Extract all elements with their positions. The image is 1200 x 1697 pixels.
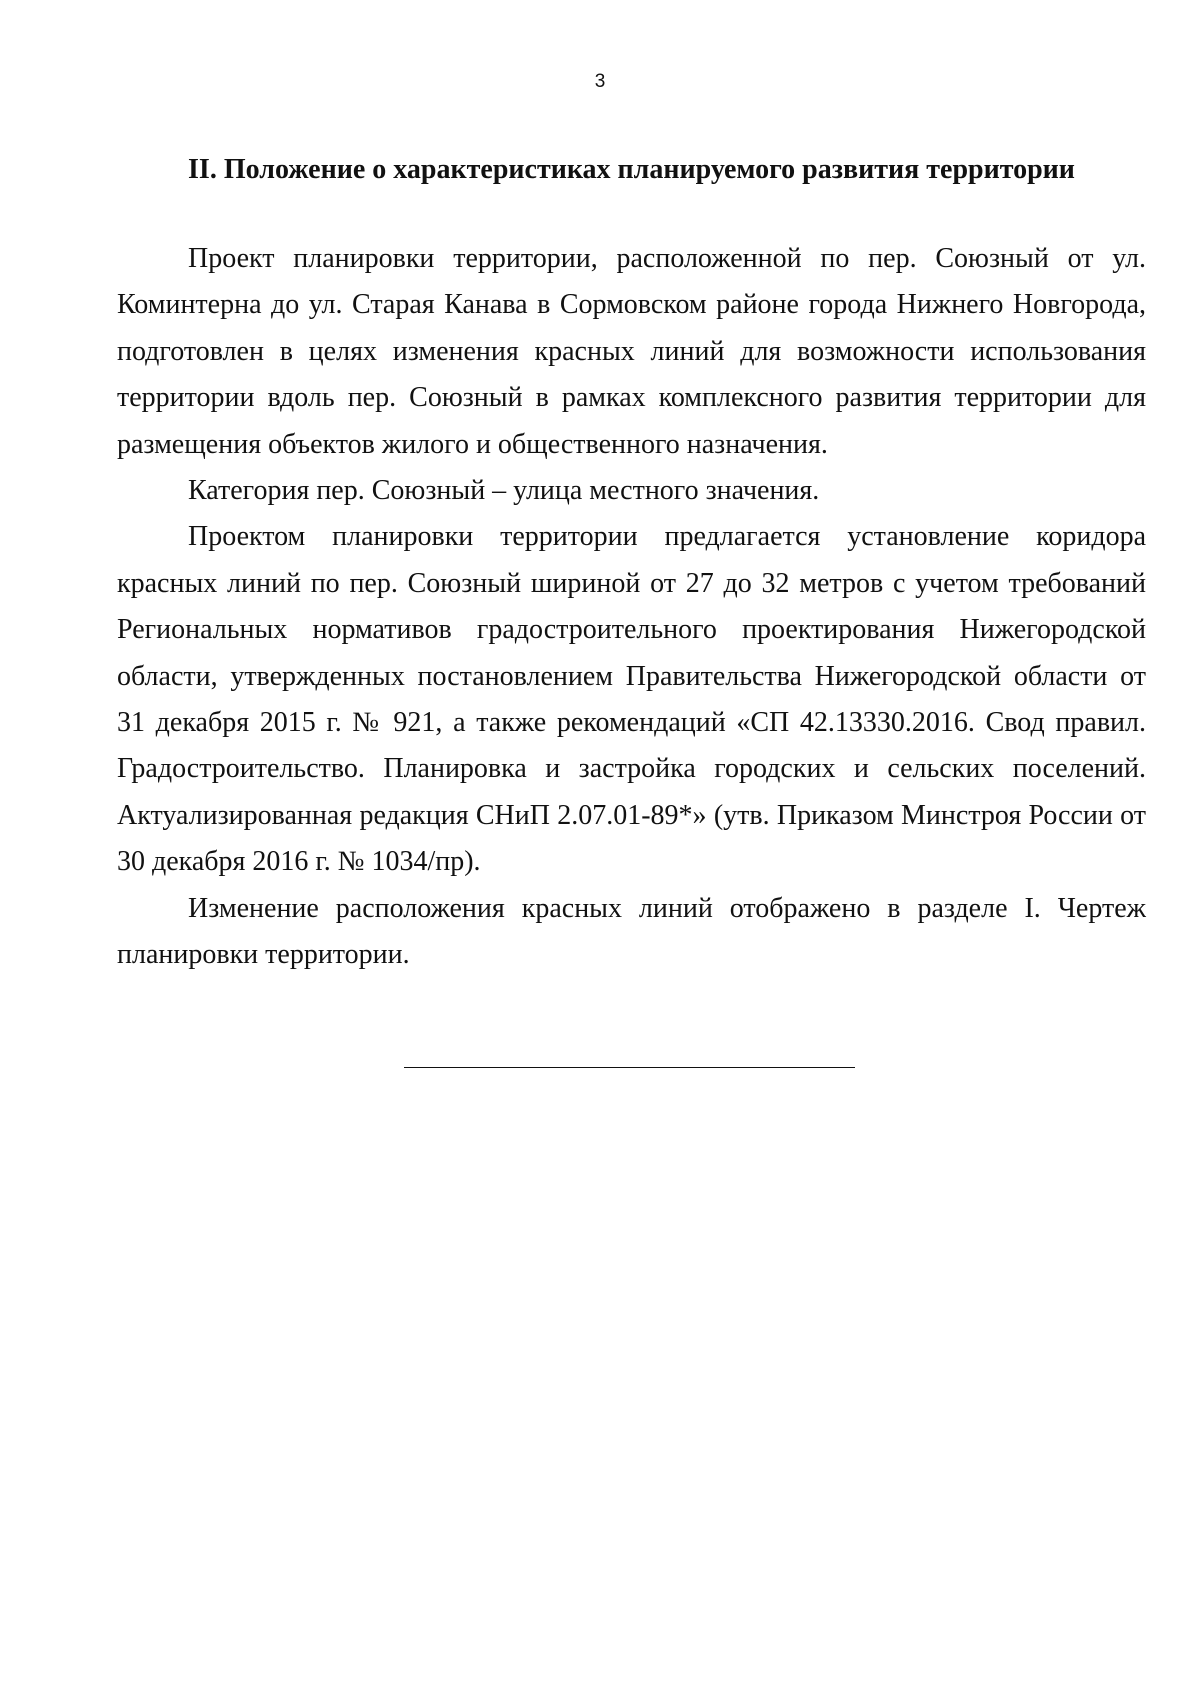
page-number: 3 <box>594 71 606 92</box>
paragraph-drawing-reference: Изменение расположения красных линий отображено в разделе I. Чертеж планировки территории. <box>117 892 1146 971</box>
body-text <box>117 236 1146 979</box>
paragraph-project-purpose: Проект планировки территории, расположенной по пер. Союзный от ул. Коминтерна до ул. Старая Канава в Сормовском районе города Нижнего Новгорода, подготовлен в целях изменения красных линий для возможности использования территории вдоль пер. Союзный в рамках комплексного развития территории для размещения объектов жилого и общественного назначения. <box>117 243 1146 460</box>
closing-divider <box>404 1067 855 1068</box>
paragraph-street-category: Категория пер. Союзный – улица местного значения. <box>188 475 820 507</box>
paragraph-red-lines-corridor: Проектом планировки территории предлагается установление коридора красных линий по пер. Союзный шириной от 27 до 32 метров с учетом требований Региональных нормативов градостроительного проектирования Нижегородской области, утвержденных постановлением Правительства Нижегородской области от 31 декабря 2015 г. № 921, а также рекомендаций «СП 42.13330.2016. Свод правил. Градостроительство. Планировка и застройка городских и сельских поселений. Актуализированная редакция СНиП 2.07.01-89*» (утв. Приказом Минстроя России от 30 декабря 2016 г. № 1034/пр). <box>117 521 1146 878</box>
section-title: II. Положение о характеристиках планируемого развития территории <box>188 154 1075 185</box>
